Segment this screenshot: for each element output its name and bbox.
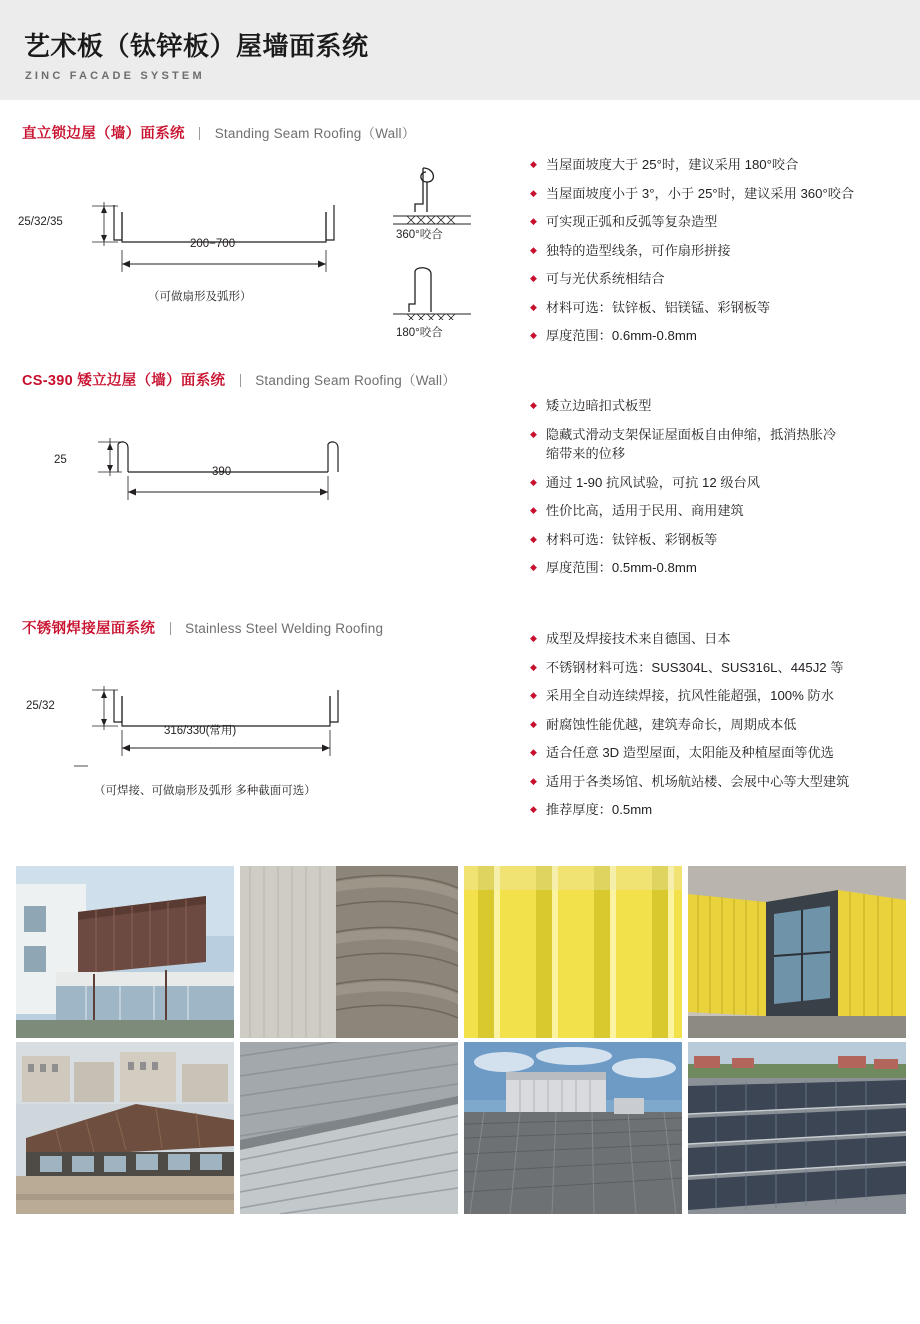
diamond-icon: ◆	[530, 330, 537, 340]
diamond-icon: ◆	[530, 505, 537, 515]
dim-height-stainless: 25/32	[26, 700, 55, 712]
diamond-icon: ◆	[530, 159, 537, 169]
list-item: ◆ 通过 1-90 抗风试验，可抗 12 级台风	[530, 474, 760, 490]
photo-curved-metal-wall-detail	[240, 866, 458, 1038]
section-title-cn: 不锈钢焊接屋面系统	[22, 621, 156, 637]
diamond-icon: ◆	[530, 428, 537, 439]
dim-width-cs390: 390	[212, 466, 232, 478]
list-item: ◆ 矮立边暗扣式板型	[530, 398, 652, 413]
title-divider	[199, 127, 200, 140]
list-item: ◆ 当屋面坡度大于 25°时，建议采用 180°咬合	[530, 157, 799, 172]
section-title-cs390	[22, 369, 456, 390]
title-divider	[170, 622, 171, 635]
diamond-icon: ◆	[530, 562, 537, 572]
list-item: ◆ 独特的造型线条，可作扇形拼接	[530, 242, 731, 258]
list-item: ◆ 不锈钢材料可选：SUS304L、SUS316L、445J2 等	[530, 659, 844, 675]
photo-metal-roof-construction-site	[464, 1042, 682, 1214]
photo-brown-zinc-facade-building	[16, 866, 234, 1038]
dim-height-cs390: 25	[54, 454, 67, 466]
title-divider	[240, 374, 241, 387]
label-seam-360: 360°咬合	[396, 229, 443, 241]
list-item: ◆ 材料可选：钛锌板、彩钢板等	[530, 531, 718, 547]
photo-grey-standing-seam-roof	[240, 1042, 458, 1214]
list-item: ◆ 厚度范围：0.5mm-0.8mm	[530, 560, 697, 575]
photo-solar-panel-roof	[688, 1042, 906, 1214]
diamond-icon: ◆	[530, 690, 537, 700]
diamond-icon: ◆	[530, 244, 537, 255]
dim-width-stainless: 316/330(常用)	[164, 725, 237, 737]
caption-standing-seam: （可做扇形及弧形）	[148, 291, 252, 303]
diamond-icon: ◆	[530, 476, 537, 487]
list-item: ◆ 材料可选：钛锌板、铝镁锰、彩钢板等	[530, 299, 771, 315]
list-item: ◆ 厚度范围：0.6mm-0.8mm	[530, 328, 697, 343]
diamond-icon: ◆	[530, 661, 537, 672]
bullets-cs390	[530, 396, 910, 587]
section-title-en: Standing Seam Roofing（Wall）	[255, 373, 456, 388]
caption-stainless: （可焊接、可做扇形及弧形 多种截面可选）	[94, 785, 316, 797]
bullet-multiline: 隐藏式滑动支架保证屋面板自由伸缩，抵消热胀冷 缩带来的位移	[545, 426, 837, 461]
diamond-icon: ◆	[530, 747, 537, 757]
section-title-en: Standing Seam Roofing（Wall）	[214, 126, 416, 141]
list-item: ◆ 采用全自动连续焊接，抗风性能超强，100% 防水	[530, 688, 834, 703]
section-title-cn: CS-390 矮立边屋（墙）面系统	[22, 373, 226, 389]
diamond-icon: ◆	[530, 775, 537, 786]
label-seam-180: 180°咬合	[396, 327, 443, 339]
section-title-stainless	[22, 617, 383, 638]
page-title: 艺术板（钛锌板）屋墙面系统	[24, 31, 369, 61]
list-item: ◆ 可与光伏系统相结合	[530, 271, 665, 286]
section-title-en: Stainless Steel Welding Roofing	[185, 621, 384, 636]
diamond-icon: ◆	[530, 187, 537, 198]
bullets-stainless	[530, 629, 920, 829]
diamond-icon: ◆	[530, 533, 537, 544]
page-header	[0, 0, 920, 100]
list-item: ◆ 适合任意 3D 造型屋面，太阳能及种植屋面等优选	[530, 745, 834, 760]
diamond-icon: ◆	[530, 216, 537, 226]
diamond-icon: ◆	[530, 718, 537, 729]
list-item: ◆ 当屋面坡度小于 3°，小于 25°时，建议采用 360°咬合	[530, 185, 855, 201]
dim-width-standing-seam: 200−700	[190, 238, 236, 250]
diamond-icon: ◆	[530, 633, 537, 643]
list-item: ◆ 可实现正弧和反弧等复杂造型	[530, 214, 718, 229]
diamond-icon: ◆	[530, 301, 537, 312]
photo-gallery	[16, 866, 904, 1236]
photo-yellow-modular-building	[688, 866, 906, 1038]
photo-yellow-standing-seam-wall	[464, 866, 682, 1038]
section-title-standing-seam	[22, 122, 415, 143]
drawing-cs390	[18, 420, 418, 530]
diamond-icon: ◆	[530, 273, 537, 283]
list-item: ◆ 适用于各类场馆、机场航站楼、会展中心等大型建筑	[530, 773, 850, 789]
list-item	[530, 425, 910, 464]
list-item: ◆ 推荐厚度：0.5mm	[530, 802, 653, 817]
list-item: ◆ 成型及焊接技术来自德国、日本	[530, 631, 731, 646]
list-item: ◆ 耐腐蚀性能优越，建筑寿命长，周期成本低	[530, 716, 797, 732]
drawing-stainless	[18, 660, 438, 810]
dim-height-standing-seam: 25/32/35	[18, 216, 63, 228]
list-item: ◆ 性价比高，适用于民用、商用建筑	[530, 503, 744, 518]
photo-brown-roof-public-building	[16, 1042, 234, 1214]
page-subtitle: ZINC FACADE SYSTEM	[25, 70, 205, 82]
bullets-standing-seam	[530, 155, 910, 355]
drawing-standing-seam	[18, 160, 488, 339]
section-title-cn: 直立锁边屋（墙）面系统	[22, 126, 185, 142]
diamond-icon: ◆	[530, 400, 537, 410]
diamond-icon: ◆	[530, 804, 537, 814]
